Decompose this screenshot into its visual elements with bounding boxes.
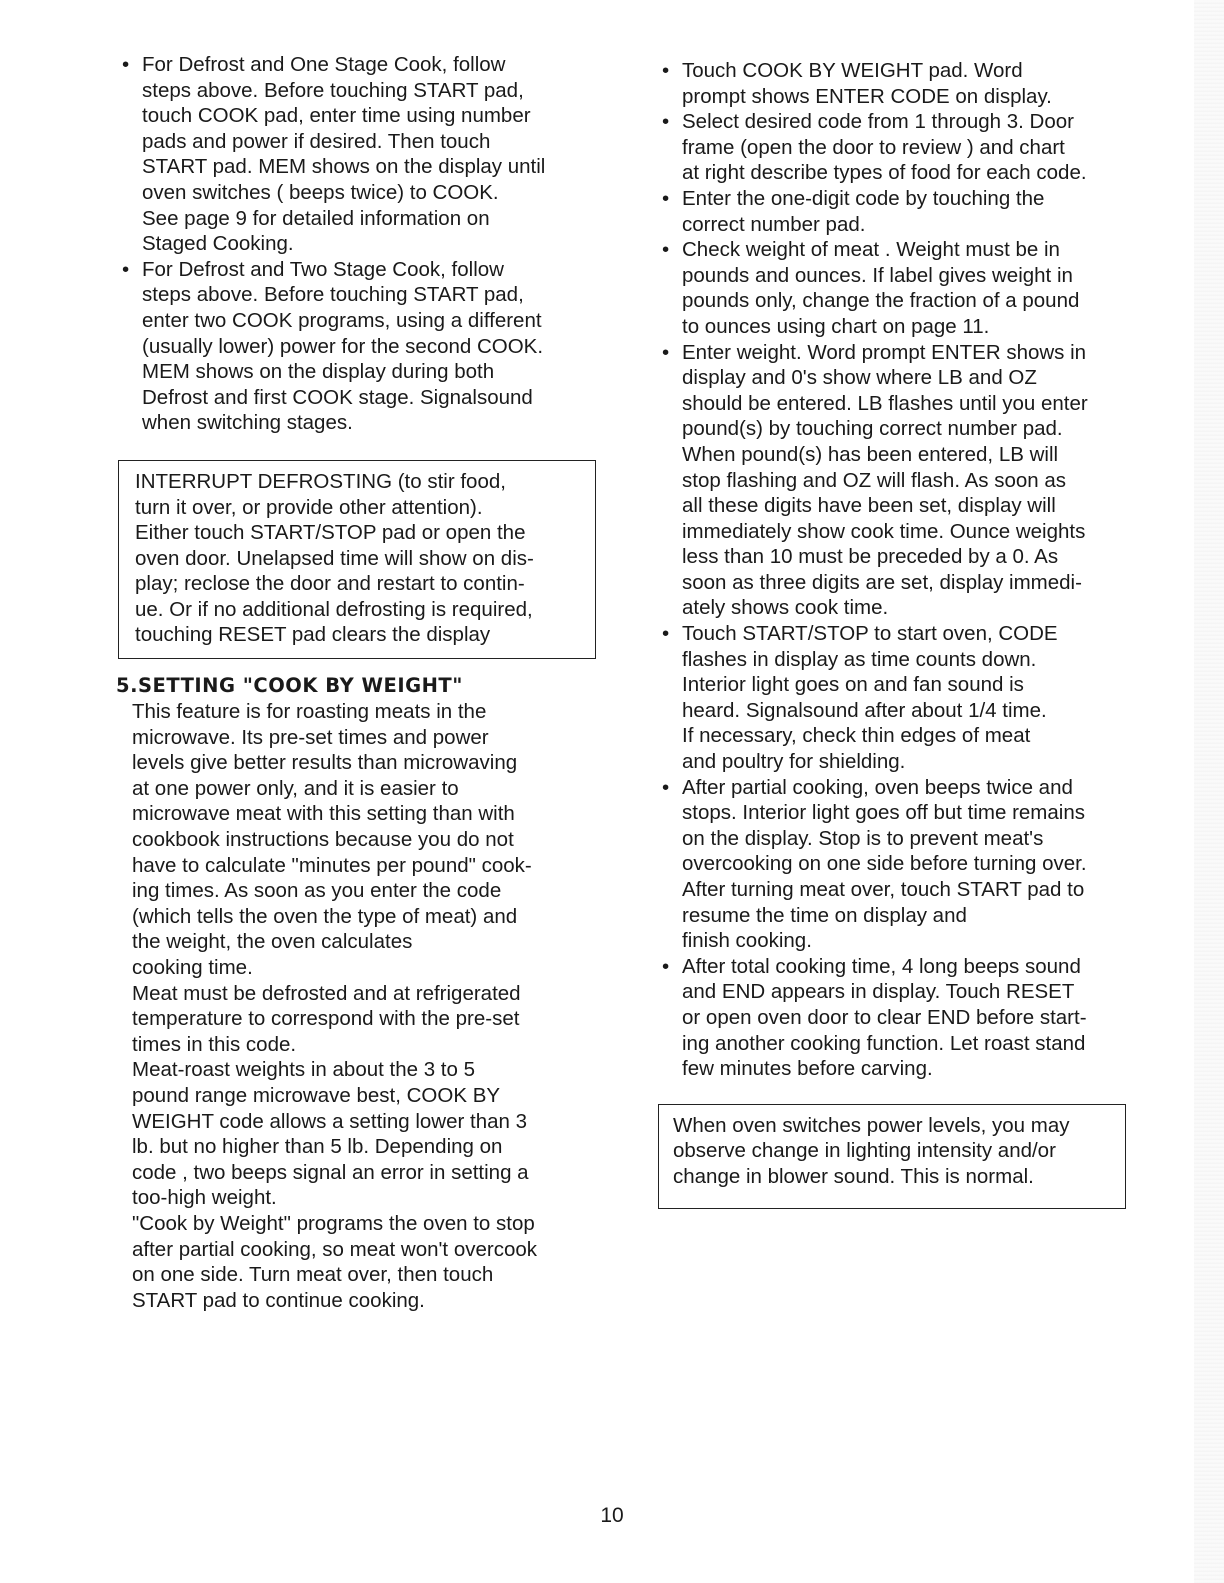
text-line: on the display. Stop is to prevent meat's [682, 826, 1044, 850]
text-line: Staged Cooking. [142, 232, 294, 256]
text-line: observe change in lighting intensity and/or [673, 1139, 1056, 1163]
text-line: less than 10 must be preceded by a 0. As [682, 545, 1059, 569]
text-line: Either touch START/STOP pad or open the [135, 521, 526, 545]
text-line: when switching stages. [142, 411, 353, 435]
text-line: (usually lower) power for the second COOK. [142, 334, 544, 358]
text-line: code , two beeps signal an error in setting a [132, 1160, 529, 1184]
text-line: turn it over, or provide other attention). [135, 495, 483, 519]
text-line: on one side. Turn meat over, then touch [132, 1263, 494, 1287]
scan-edge-texture [1194, 0, 1224, 1583]
text-line: flashes in display as time counts down. [682, 647, 1037, 671]
text-line: • After partial cooking, oven beeps twice and [682, 775, 1073, 799]
text-line: INTERRUPT DEFROSTING (to stir food, [135, 469, 506, 493]
text-line: pads and power if desired. Then touch [142, 129, 491, 153]
text-line: levels give better results than microwaving [132, 751, 518, 775]
text-line: microwave meat with this setting than with [132, 802, 515, 826]
power-level-note-box [658, 1104, 1126, 1209]
list-item [656, 340, 1134, 622]
text-line: finish cooking. [682, 929, 812, 953]
text-line: cookbook instructions because you do not [132, 828, 514, 852]
text-line: • For Defrost and Two Stage Cook, follow [142, 257, 504, 281]
text-line: at right describe types of food for each code. [682, 161, 1087, 185]
text-line: ue. Or if no additional defrosting is required, [135, 597, 533, 621]
text-line: touch COOK pad, enter time using number [142, 104, 531, 128]
text-line: steps above. Before touching START pad, [142, 78, 524, 102]
text-line: This feature is for roasting meats in the [132, 700, 487, 724]
list-item [656, 186, 1134, 237]
text-line: heard. Signalsound after about 1/4 time. [682, 698, 1047, 722]
text-line: frame (open the door to review ) and chart [682, 135, 1065, 159]
list-item [656, 109, 1134, 186]
text-line: START pad. MEM shows on the display until [142, 155, 546, 179]
text-line: immediately show cook time. Ounce weights [682, 519, 1086, 543]
text-line: pound(s) by touching correct number pad. [682, 417, 1063, 441]
right-bullet-list [656, 58, 1134, 1082]
text-line: Meat must be defrosted and at refrigerated [132, 981, 521, 1005]
text-line: cooking time. [132, 956, 253, 979]
text-line: START pad to continue cooking. [132, 1288, 425, 1312]
text-line: • Touch START/STOP to start oven, CODE [682, 622, 1058, 646]
text-line: lb. but no higher than 5 lb. Depending on [132, 1135, 503, 1159]
text-line: temperature to correspond with the pre-set [132, 1007, 520, 1031]
text-line: stops. Interior light goes off but time remains [682, 801, 1085, 825]
text-line: all these digits have been set, display will [682, 494, 1056, 518]
text-line: pounds and ounces. If label gives weight in [682, 263, 1073, 287]
text-line: times in this code. [132, 1032, 297, 1056]
text-line: to ounces using chart on page 11. [682, 314, 990, 338]
text-line: pound range microwave best, COOK BY [132, 1083, 501, 1107]
text-line: MEM shows on the display during both [142, 360, 495, 384]
text-line: resume the time on display and [682, 903, 967, 927]
text-line: • After total cooking time, 4 long beeps sound [682, 954, 1081, 978]
text-line: WEIGHT code allows a setting lower than 3 [132, 1109, 527, 1133]
text-line: ately shows cook time. [682, 596, 889, 620]
text-line: correct number pad. [682, 212, 866, 236]
text-line: and poultry for shielding. [682, 750, 906, 774]
text-line: overcooking on one side before turning over. [682, 852, 1087, 876]
text-line: prompt shows ENTER CODE on display. [682, 84, 1052, 108]
list-item [656, 237, 1134, 339]
text-line: steps above. Before touching START pad, [142, 283, 524, 307]
text-line: microwave. Its pre-set times and power [132, 725, 489, 749]
text-line: the weight, the oven calculates [132, 930, 413, 954]
text-line: stop flashing and OZ will flash. As soon as [682, 468, 1067, 492]
text-line: • Select desired code from 1 through 3. Door [682, 110, 1074, 134]
text-line: Meat-roast weights in about the 3 to 5 [132, 1058, 476, 1082]
list-item [656, 621, 1134, 775]
text-line: pounds only, change the fraction of a pound [682, 289, 1080, 313]
section-heading: 5.SETTING "COOK BY WEIGHT" [116, 674, 463, 698]
text-line: • Enter the one-digit code by touching the [682, 186, 1045, 210]
text-line: or open oven door to clear END before start- [682, 1005, 1087, 1029]
text-line: "Cook by Weight" programs the oven to stop [132, 1211, 535, 1235]
text-line: When oven switches power levels, you may [673, 1113, 1070, 1137]
section-body [116, 699, 606, 1313]
text-line: Defrost and first COOK stage. Signalsound [142, 385, 533, 409]
text-line: After turning meat over, touch START pad to [682, 878, 1085, 901]
left-column [116, 52, 606, 1313]
list-item [116, 52, 606, 257]
text-line: Interior light goes on and fan sound is [682, 673, 1024, 697]
text-line: soon as three digits are set, display immedi- [682, 570, 1082, 594]
list-item [116, 257, 606, 436]
text-line: ing another cooking function. Let roast stand [682, 1031, 1086, 1055]
text-line: few minutes before carving. [682, 1057, 933, 1081]
left-bullet-list [116, 52, 606, 436]
text-line: ing times. As soon as you enter the code [132, 879, 502, 903]
text-line: too-high weight. [132, 1186, 277, 1210]
text-line: • Touch COOK BY WEIGHT pad. Word [682, 59, 1023, 82]
text-line: oven switches ( beeps twice) to COOK. [142, 180, 499, 204]
text-line: • For Defrost and One Stage Cook, follow [142, 53, 506, 76]
text-line: • Enter weight. Word prompt ENTER shows in [682, 340, 1087, 364]
page-number: 10 [600, 1504, 624, 1527]
text-line: change in blower sound. This is normal. [673, 1164, 1034, 1188]
text-line: and END appears in display. Touch RESET [682, 980, 1075, 1004]
text-line: have to calculate "minutes per pound" cook- [132, 853, 532, 877]
text-line: at one power only, and it is easier to [132, 776, 459, 800]
text-line: enter two COOK programs, using a different [142, 308, 542, 332]
text-line: display and 0's show where LB and OZ [682, 366, 1037, 390]
list-item [656, 775, 1134, 954]
text-line: (which tells the oven the type of meat) and [132, 904, 518, 928]
text-line: touching RESET pad clears the display [135, 623, 491, 647]
text-line: When pound(s) has been entered, LB will [682, 442, 1059, 466]
text-line: play; reclose the door and restart to contin- [135, 572, 525, 596]
list-item [656, 58, 1134, 109]
text-line: should be entered. LB flashes until you enter [682, 391, 1088, 415]
text-line: oven door. Unelapsed time will show on dis- [135, 546, 534, 570]
text-line: after partial cooking, so meat won't overcook [132, 1237, 538, 1261]
text-line: See page 9 for detailed information on [142, 206, 490, 230]
interrupt-defrosting-box [118, 460, 596, 659]
list-item [656, 954, 1134, 1082]
right-column [656, 58, 1134, 1209]
text-line: If necessary, check thin edges of meat [682, 724, 1031, 748]
text-line: • Check weight of meat . Weight must be in [682, 238, 1060, 262]
